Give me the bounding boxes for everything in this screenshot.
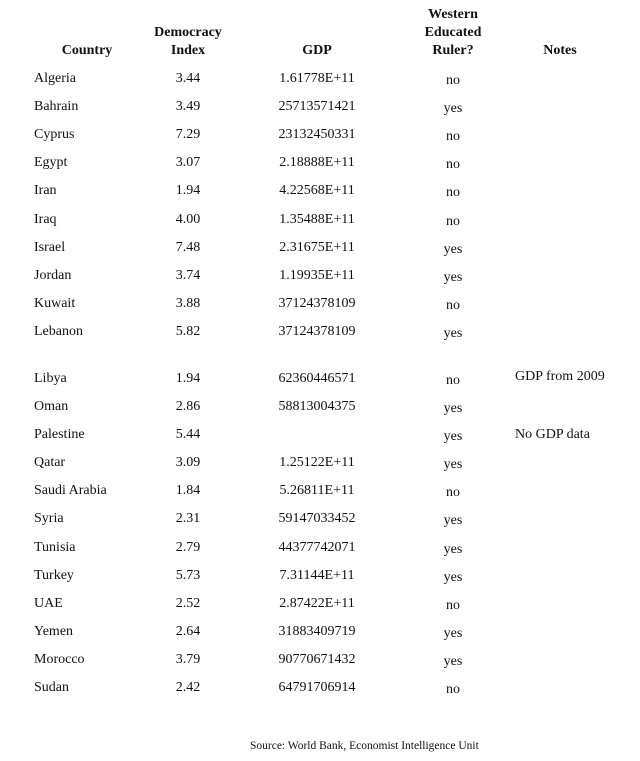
- cell-gdp: 64791706914: [278, 679, 356, 695]
- cell-gdp: 7.31144E+11: [279, 567, 355, 583]
- cell-western-educated: no: [446, 597, 460, 613]
- cell-country: Iraq: [34, 211, 57, 227]
- cell-western-educated: yes: [443, 269, 463, 285]
- cell-democracy-index: 3.79: [175, 651, 201, 667]
- cell-gdp: 44377742071: [278, 539, 356, 555]
- cell-country: Lebanon: [34, 323, 83, 339]
- cell-western-educated: yes: [443, 513, 463, 529]
- cell-gdp: 31883409719: [278, 623, 356, 639]
- cell-western-educated: yes: [443, 429, 463, 445]
- table-row: [0, 647, 640, 675]
- cell-democracy-index: 5.44: [175, 427, 201, 443]
- cell-country: Kuwait: [34, 295, 76, 311]
- cell-gdp: 37124378109: [278, 295, 356, 311]
- table-row: [0, 235, 640, 263]
- cell-western-educated: no: [446, 297, 460, 313]
- cell-country: UAE: [34, 595, 63, 611]
- cell-democracy-index: 5.73: [175, 567, 201, 583]
- cell-gdp: 58813004375: [278, 399, 356, 415]
- header-western-line: Western: [428, 7, 478, 22]
- table-row: [0, 66, 640, 94]
- cell-country: Bahrain: [34, 99, 79, 115]
- cell-country: Turkey: [34, 567, 74, 583]
- cell-notes: No GDP data: [515, 427, 590, 443]
- table-body: [0, 66, 640, 703]
- table-row: [0, 394, 640, 422]
- header-country-line: Country: [61, 43, 113, 58]
- cell-gdp: 2.31675E+11: [279, 239, 355, 255]
- cell-country: Syria: [34, 511, 64, 527]
- cell-western-educated: no: [446, 157, 460, 173]
- cell-democracy-index: 4.00: [175, 211, 201, 227]
- cell-western-educated: no: [446, 213, 460, 229]
- cell-gdp: 1.25122E+11: [279, 455, 355, 471]
- cell-western-educated: yes: [443, 101, 463, 117]
- cell-gdp: 4.22568E+11: [279, 183, 355, 199]
- cell-gdp: 1.19935E+11: [279, 267, 355, 283]
- cell-western-educated: yes: [443, 625, 463, 641]
- cell-country: Oman: [34, 399, 69, 415]
- cell-democracy-index: 2.64: [175, 623, 201, 639]
- table-row: [0, 150, 640, 178]
- cell-gdp: 1.35488E+11: [279, 211, 355, 227]
- table-row: [0, 178, 640, 206]
- cell-democracy-index: 3.88: [175, 295, 201, 311]
- table-row: [0, 591, 640, 619]
- header-gdp: [262, 42, 372, 60]
- cell-western-educated: yes: [443, 241, 463, 257]
- cell-democracy-index: 1.84: [175, 483, 201, 499]
- cell-gdp: 25713571421: [278, 99, 356, 115]
- header-gdp-line: GDP: [302, 43, 332, 58]
- cell-democracy-index: 2.79: [175, 539, 201, 555]
- cell-western-educated: yes: [443, 569, 463, 585]
- cell-gdp: 1.61778E+11: [279, 71, 355, 87]
- header-country: [34, 42, 140, 60]
- header-democracy-line: Index: [170, 43, 206, 58]
- cell-country: Saudi Arabia: [34, 483, 107, 499]
- cell-gdp: 2.18888E+11: [279, 155, 355, 171]
- table-row: [0, 534, 640, 562]
- cell-country: Egypt: [34, 155, 68, 171]
- cell-country: Israel: [34, 239, 66, 255]
- cell-country: Palestine: [34, 427, 85, 443]
- cell-country: Cyprus: [34, 127, 75, 143]
- header-notes-line: Notes: [543, 43, 577, 58]
- cell-gdp: 59147033452: [278, 511, 356, 527]
- cell-western-educated: no: [446, 372, 460, 388]
- cell-western-educated: no: [446, 681, 460, 697]
- cell-democracy-index: 3.74: [175, 267, 201, 283]
- table-row: [0, 263, 640, 291]
- cell-western-educated: yes: [443, 325, 463, 341]
- cell-gdp: 62360446571: [278, 370, 356, 386]
- table-row: [0, 319, 640, 347]
- table-row: [0, 94, 640, 122]
- cell-democracy-index: 7.48: [175, 239, 201, 255]
- cell-country: Jordan: [34, 267, 72, 283]
- cell-democracy-index: 5.82: [175, 323, 201, 339]
- header-western-line: Ruler?: [432, 43, 474, 58]
- cell-country: Tunisia: [34, 539, 76, 555]
- cell-western-educated: yes: [443, 457, 463, 473]
- cell-western-educated: no: [446, 73, 460, 89]
- table-header: [0, 0, 640, 66]
- table-row: [0, 450, 640, 478]
- table-row: [0, 122, 640, 150]
- header-western-line: Educated: [424, 25, 482, 40]
- cell-country: Qatar: [34, 455, 66, 471]
- cell-democracy-index: 3.44: [175, 71, 201, 87]
- cell-country: Yemen: [34, 623, 74, 639]
- table-row: [0, 478, 640, 506]
- cell-country: Algeria: [34, 71, 76, 87]
- cell-gdp: 2.87422E+11: [279, 595, 355, 611]
- cell-democracy-index: 1.94: [175, 370, 201, 386]
- cell-western-educated: yes: [443, 653, 463, 669]
- table-row: [0, 675, 640, 703]
- header-western-educated-ruler: [398, 6, 508, 60]
- cell-democracy-index: 7.29: [175, 127, 201, 143]
- cell-country: Morocco: [34, 651, 85, 667]
- cell-country: Sudan: [34, 679, 69, 695]
- cell-western-educated: no: [446, 185, 460, 201]
- header-democracy-line: Democracy: [154, 25, 222, 40]
- cell-democracy-index: 3.49: [175, 99, 201, 115]
- table-row: [0, 347, 640, 394]
- header-democracy-index: [138, 24, 238, 60]
- cell-gdp: 23132450331: [278, 127, 356, 143]
- cell-western-educated: no: [446, 129, 460, 145]
- source-note: Source: World Bank, Economist Intelligence Unit: [250, 740, 479, 752]
- cell-democracy-index: 1.94: [175, 183, 201, 199]
- cell-western-educated: no: [446, 485, 460, 501]
- table-row: [0, 619, 640, 647]
- cell-gdp: 37124378109: [278, 323, 356, 339]
- cell-democracy-index: 2.52: [175, 595, 201, 611]
- cell-gdp: 90770671432: [278, 651, 356, 667]
- table-row: [0, 422, 640, 450]
- cell-democracy-index: 2.31: [175, 511, 201, 527]
- cell-notes: GDP from 2009: [515, 368, 605, 384]
- table-row: [0, 206, 640, 234]
- cell-country: Iran: [34, 183, 57, 199]
- cell-democracy-index: 3.07: [175, 155, 201, 171]
- cell-country: Libya: [34, 370, 67, 386]
- cell-western-educated: yes: [443, 401, 463, 417]
- cell-gdp: 5.26811E+11: [279, 483, 355, 499]
- table-row: [0, 506, 640, 534]
- table-row: [0, 291, 640, 319]
- header-notes: [510, 42, 610, 60]
- cell-democracy-index: 2.42: [175, 679, 201, 695]
- cell-democracy-index: 3.09: [175, 455, 201, 471]
- cell-democracy-index: 2.86: [175, 399, 201, 415]
- table-row: [0, 563, 640, 591]
- cell-western-educated: yes: [443, 541, 463, 557]
